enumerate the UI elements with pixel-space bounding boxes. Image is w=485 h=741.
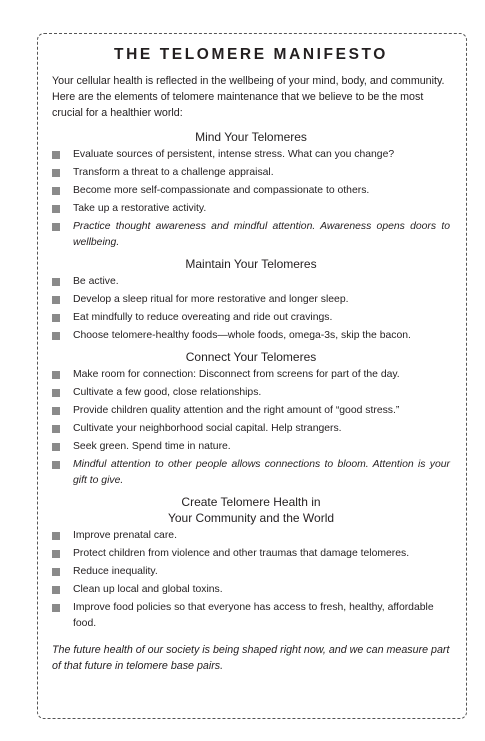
section-connect [52, 349, 450, 489]
list-item [52, 219, 450, 251]
list-item-text: Cultivate your neighborhood social capital. Help strangers. [73, 423, 342, 434]
list-item [52, 367, 450, 383]
list-item [52, 328, 450, 344]
section-title: Maintain Your Telomeres [185, 257, 317, 271]
section-title: Connect Your Telomeres [185, 350, 317, 364]
list-item [52, 183, 450, 199]
list-item-text: Seek green. Spend time in nature. [73, 441, 231, 452]
section-title-line-1: Create Telomere Health in [181, 495, 321, 509]
list-item [52, 165, 450, 181]
list-item-text: Take up a restorative activity. [73, 203, 207, 214]
list-item-text: Reduce inequality. [73, 566, 158, 577]
list-item-text: Improve prenatal care. [73, 530, 177, 541]
list-item-text: Provide children quality attention and the right amount of “good stress.” [73, 405, 400, 416]
section-community [52, 494, 450, 632]
list-item-text: Transform a threat to a challenge appraisal. [73, 167, 274, 178]
list-item [52, 403, 450, 419]
bullet-list [52, 528, 450, 632]
list-item-text: Practice thought awareness and mindful attention. Awareness opens doors to wellbeing. [73, 221, 450, 248]
list-item-text: Make room for connection: Disconnect from screens for part of the day. [73, 369, 400, 380]
list-item [52, 439, 450, 455]
list-item [52, 457, 450, 489]
list-item [52, 546, 450, 562]
section-title: Mind Your Telomeres [195, 130, 307, 144]
closing-paragraph: The future health of our society is being shaped right now, and we can measure part of that future in telomere base pairs. [52, 644, 450, 672]
list-item [52, 292, 450, 308]
list-item [52, 421, 450, 437]
list-item [52, 385, 450, 401]
list-item-text: Evaluate sources of persistent, intense stress. What can you change? [73, 149, 395, 160]
intro-paragraph: Your cellular health is reflected in the wellbeing of your mind, body, and community. Here are the elements of telomere maintenance that we believe to be the most crucial for a healthier world: [52, 75, 445, 119]
section-title-line-2: Your Community and the World [167, 511, 335, 525]
list-item [52, 310, 450, 326]
list-item-text: Protect children from violence and other traumas that damage telomeres. [73, 548, 410, 559]
list-item [52, 564, 450, 580]
list-item [52, 201, 450, 217]
list-item-text: Choose telomere-healthy foods—whole foods, omega-3s, skip the bacon. [73, 330, 411, 341]
list-item-text: Eat mindfully to reduce overeating and ride out cravings. [73, 312, 333, 323]
list-item-text: Clean up local and global toxins. [73, 584, 223, 595]
list-item [52, 582, 450, 598]
list-item-text: Become more self-compassionate and compassionate to others. [73, 185, 370, 196]
list-item [52, 274, 450, 290]
bullet-list [52, 367, 450, 489]
list-item-text: Mindful attention to other people allows connections to bloom. Attention is your gift to give. [73, 459, 450, 486]
section-title [52, 494, 450, 526]
bullet-list [52, 274, 450, 344]
section-mind [52, 129, 450, 251]
list-item-text: Develop a sleep ritual for more restorative and longer sleep. [73, 294, 349, 305]
list-item-text: Cultivate a few good, close relationships. [73, 387, 262, 398]
list-item-text: Be active. [73, 276, 119, 287]
list-item [52, 528, 450, 544]
list-item [52, 147, 450, 163]
bullet-list [52, 147, 450, 251]
list-item [52, 600, 450, 632]
manifesto-box [37, 33, 467, 719]
section-maintain [52, 256, 450, 344]
list-item-text: Improve food policies so that everyone has access to fresh, healthy, affordable food. [73, 602, 434, 629]
page-title: THE TELOMERE MANIFESTO [114, 46, 388, 63]
